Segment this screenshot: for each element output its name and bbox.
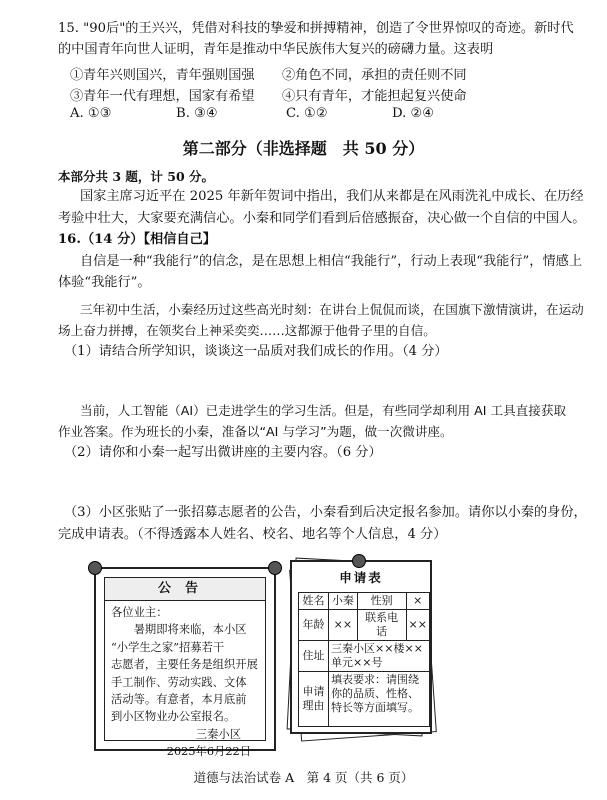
name-value: 小秦 xyxy=(329,593,358,610)
q15-choice-a: A. ①③ xyxy=(70,106,112,121)
q16-heading: 16.（14 分）【相信自己】 xyxy=(58,232,216,247)
notice-line: 手工制作、劳动实践、文体 xyxy=(111,675,247,689)
gender-value: × xyxy=(406,593,429,610)
notice-line: 各位业主： xyxy=(111,606,168,619)
part2-title: 第二部分（非选择题 共 50 分） xyxy=(182,139,425,158)
part2-intro-line2: 考验中壮大，大家要充满信心。小秦和同学们看到后倍感振奋，决心做一个自信的中国人。 xyxy=(58,211,586,226)
notice-line: 志愿者，主要任务是组织开展 xyxy=(111,658,258,672)
reason-value: 填表要求：请围绕你的品质、性格、特长等方面填写。 xyxy=(329,672,430,727)
volunteer-notice xyxy=(94,567,276,759)
q15-stem-line1: 15. "90后"的王兴兴，凭借对科技的挚爱和拼搏精神，创造了令世界惊叹的奇迹。新时代 xyxy=(58,21,574,36)
age-label: 年龄 xyxy=(299,610,329,641)
q15-statement-2: ②角色不同，承担的责任则不同 xyxy=(282,68,467,83)
pin-icon xyxy=(352,554,366,568)
table-row xyxy=(299,672,430,727)
q15-choice-d: D. ②④ xyxy=(392,106,435,121)
age-value: ×× xyxy=(329,610,358,641)
q15-statement-4: ④只有青年，才能担起复兴使命 xyxy=(282,89,467,104)
name-label: 姓名 xyxy=(299,593,329,610)
q15-choice-c: C. ①② xyxy=(286,106,328,121)
q15-stem-line2: 的中国青年向世人证明，青年是推动中华民族伟大复兴的磅礴力量。这表明 xyxy=(58,42,494,57)
notice-body xyxy=(111,604,261,761)
phone-label: 联系电话 xyxy=(357,610,406,641)
q16-para-line2: 体验“我能行”。 xyxy=(58,275,151,290)
reason-label: 申请理由 xyxy=(299,672,329,727)
notice-line: 暑期即将来临，本小区 xyxy=(111,623,247,637)
q16-para-line1: 自信是一种“我能行”的信念，是在思想上相信“我能行”，行动上表现“我能行”，情感上 xyxy=(80,254,583,269)
application-form xyxy=(290,560,432,734)
notice-signer: 三秦小区 xyxy=(195,727,241,741)
pin-icon xyxy=(268,561,282,575)
address-value: 三秦小区××楼××单元××号 xyxy=(329,641,430,672)
part2-subtitle: 本部分共 3 题，计 50 分。 xyxy=(58,169,215,184)
notice-title: 公告 xyxy=(105,578,265,601)
notice-line: 到小区物业办公室报名。 xyxy=(111,710,236,724)
q16-scenario-line3: 当前，人工智能（AI）已走进学生的学习生活。但是，有些同学却利用 AI 工具直接获取 xyxy=(80,403,567,418)
notice-line: 活动等。有意者，本月底前 xyxy=(111,693,247,707)
table-row xyxy=(299,641,430,672)
q16-scenario-line2: 场上奋力拼搏，在领奖台上神采奕奕……这都源于他骨子里的自信。 xyxy=(58,323,436,338)
q16-subquestion-3-line1: （3）小区张贴了一张招募志愿者的公告，小秦看到后决定报名参加。请你以小秦的身份， xyxy=(64,505,587,520)
part2-intro-line1: 国家主席习近平在 2025 年新年贺词中指出，我们从来都是在风雨洗礼中成长、在历经 xyxy=(80,189,584,204)
q15-choice-b: B. ③④ xyxy=(176,106,218,121)
q16-subquestion-3-line2: 完成申请表。（不得透露本人姓名、校名、地名等个人信息，4 分） xyxy=(58,527,447,542)
table-row xyxy=(299,593,430,610)
form-table xyxy=(298,592,430,727)
q16-scenario-line1: 三年初中生活，小秦经历过这些高光时刻：在讲台上侃侃而谈，在国旗下激情演讲，在运动 xyxy=(80,302,584,317)
pin-icon xyxy=(88,561,102,575)
table-row xyxy=(299,610,430,641)
phone-value: ×× xyxy=(406,610,429,641)
q16-scenario-line4: 作业答案。作为班长的小秦，准备以“AI 与学习”为题，做一次微讲座。 xyxy=(58,424,453,439)
q15-statement-3: ③青年一代有理想，国家有希望 xyxy=(70,89,255,104)
q16-subquestion-1: （1）请结合所学知识，谈谈这一品质对我们成长的作用。（4 分） xyxy=(64,344,448,359)
notice-date: 2025年6月22日 xyxy=(166,745,251,759)
gender-label: 性别 xyxy=(357,593,406,610)
page-footer: 道德与法治试卷 A 第 4 页（共 6 页） xyxy=(193,770,414,785)
q16-subquestion-2: （2）请你和小秦一起写出微讲座的主要内容。（6 分） xyxy=(64,445,382,460)
address-label: 住址 xyxy=(299,641,329,672)
notice-line: “小学生之家”招募若干 xyxy=(111,640,225,654)
form-title: 申请表 xyxy=(339,570,383,585)
q15-statement-1: ①青年兴则国兴，青年强则国强 xyxy=(70,68,255,83)
